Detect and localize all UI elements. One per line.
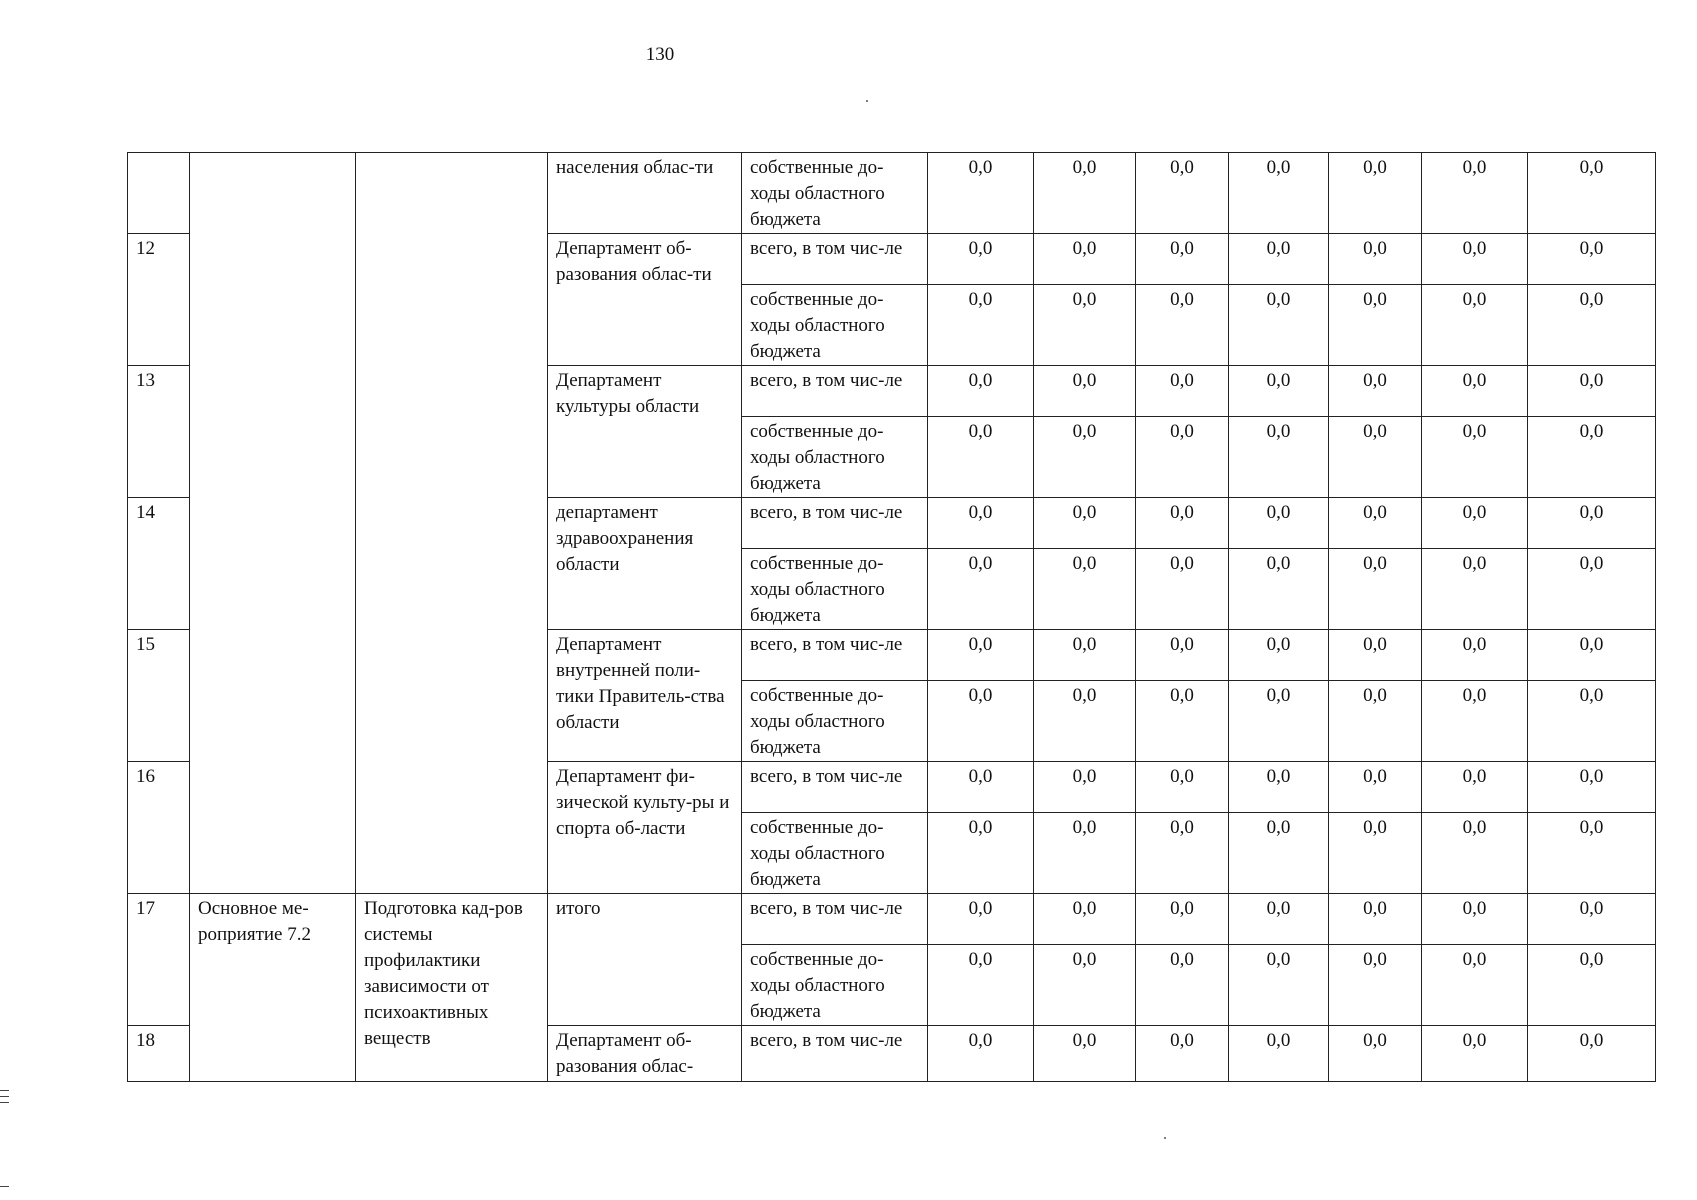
value-cell: 0,0 — [1528, 945, 1656, 1026]
value-cell: 0,0 — [1229, 234, 1329, 285]
value-cell: 0,0 — [1229, 366, 1329, 417]
value-cell: 0,0 — [1034, 234, 1136, 285]
value-cell: 0,0 — [1422, 549, 1528, 630]
value-cell: 0,0 — [1329, 813, 1422, 894]
value-cell: 0,0 — [1136, 153, 1229, 234]
value-cell: 0,0 — [1136, 894, 1229, 945]
value-cell: 0,0 — [928, 366, 1034, 417]
executor-cell: итого — [548, 894, 742, 1026]
value-cell: 0,0 — [1229, 945, 1329, 1026]
value-cell: 0,0 — [928, 630, 1034, 681]
funding-source-cell: всего, в том чис-ле — [742, 498, 928, 549]
value-cell: 0,0 — [1422, 894, 1528, 945]
measure-name-cell: Подготовка кад-ров системы профилактики зависимости от психоактивных веществ — [356, 894, 548, 1082]
margin-mark — [0, 1102, 9, 1103]
value-cell: 0,0 — [1422, 1026, 1528, 1082]
value-cell: 0,0 — [1329, 549, 1422, 630]
value-cell: 0,0 — [1422, 630, 1528, 681]
value-cell: 0,0 — [1528, 1026, 1656, 1082]
row-number-cell: 16 — [128, 762, 190, 894]
value-cell: 0,0 — [928, 945, 1034, 1026]
value-cell: 0,0 — [1329, 894, 1422, 945]
value-cell: 0,0 — [1528, 549, 1656, 630]
value-cell: 0,0 — [1329, 366, 1422, 417]
funding-source-cell: всего, в том чис-ле — [742, 366, 928, 417]
value-cell: 0,0 — [1528, 498, 1656, 549]
value-cell: 0,0 — [1229, 285, 1329, 366]
value-cell: 0,0 — [928, 681, 1034, 762]
executor-cell: Департамент внутренней поли-тики Правитель-ства области — [548, 630, 742, 762]
value-cell: 0,0 — [1329, 630, 1422, 681]
row-number-cell: 13 — [128, 366, 190, 498]
value-cell: 0,0 — [928, 813, 1034, 894]
value-cell: 0,0 — [1422, 285, 1528, 366]
value-cell: 0,0 — [1136, 234, 1229, 285]
row-number-cell: 14 — [128, 498, 190, 630]
value-cell: 0,0 — [928, 1026, 1034, 1082]
funding-source-cell: собственные до-ходы областного бюджета — [742, 681, 928, 762]
value-cell: 0,0 — [1034, 681, 1136, 762]
margin-mark — [0, 1186, 9, 1187]
executor-cell: Департамент об-разования облас- — [548, 1026, 742, 1082]
value-cell: 0,0 — [1136, 813, 1229, 894]
row-number-cell: 15 — [128, 630, 190, 762]
value-cell: 0,0 — [1229, 681, 1329, 762]
value-cell: 0,0 — [1136, 1026, 1229, 1082]
value-cell: 0,0 — [1229, 630, 1329, 681]
value-cell: 0,0 — [1329, 417, 1422, 498]
margin-mark — [0, 1090, 9, 1091]
value-cell: 0,0 — [1229, 762, 1329, 813]
value-cell: 0,0 — [928, 762, 1034, 813]
value-cell: 0,0 — [1034, 498, 1136, 549]
value-cell: 0,0 — [1229, 549, 1329, 630]
value-cell: 0,0 — [1229, 498, 1329, 549]
value-cell: 0,0 — [1034, 366, 1136, 417]
funding-source-cell: всего, в том чис-ле — [742, 1026, 928, 1082]
value-cell: 0,0 — [928, 153, 1034, 234]
value-cell: 0,0 — [1329, 1026, 1422, 1082]
budget-table — [127, 152, 1656, 1082]
value-cell: 0,0 — [1528, 417, 1656, 498]
value-cell: 0,0 — [1136, 498, 1229, 549]
executor-cell: Департамент об-разования облас-ти — [548, 234, 742, 366]
funding-source-cell: собственные до-ходы областного бюджета — [742, 417, 928, 498]
executor-cell: населения облас-ти — [548, 153, 742, 234]
value-cell: 0,0 — [1034, 813, 1136, 894]
value-cell: 0,0 — [1528, 813, 1656, 894]
funding-source-cell: собственные до-ходы областного бюджета — [742, 285, 928, 366]
value-cell: 0,0 — [928, 894, 1034, 945]
value-cell: 0,0 — [1422, 153, 1528, 234]
executor-cell: Департамент фи-зической культу-ры и спорта об-ласти — [548, 762, 742, 894]
value-cell: 0,0 — [1034, 894, 1136, 945]
value-cell: 0,0 — [1136, 681, 1229, 762]
executor-cell: Департамент культуры области — [548, 366, 742, 498]
budget-table-container — [127, 152, 1656, 1082]
value-cell: 0,0 — [1136, 762, 1229, 813]
value-cell: 0,0 — [1136, 285, 1229, 366]
row-number-cell: 18 — [128, 1026, 190, 1082]
scan-dot — [866, 100, 868, 102]
value-cell: 0,0 — [1422, 681, 1528, 762]
value-cell: 0,0 — [1136, 417, 1229, 498]
page-number: 130 — [645, 44, 675, 65]
value-cell: 0,0 — [928, 417, 1034, 498]
margin-mark — [0, 1096, 9, 1097]
value-cell: 0,0 — [1528, 366, 1656, 417]
value-cell: 0,0 — [1528, 285, 1656, 366]
row-number-cell: 17 — [128, 894, 190, 1026]
value-cell: 0,0 — [1229, 894, 1329, 945]
value-cell: 0,0 — [1229, 1026, 1329, 1082]
funding-source-cell: всего, в том чис-ле — [742, 630, 928, 681]
value-cell: 0,0 — [1329, 762, 1422, 813]
value-cell: 0,0 — [1329, 234, 1422, 285]
row-number-cell — [128, 153, 190, 234]
value-cell: 0,0 — [1034, 762, 1136, 813]
value-cell: 0,0 — [1329, 285, 1422, 366]
funding-source-cell: собственные до-ходы областного бюджета — [742, 153, 928, 234]
funding-source-cell: собственные до-ходы областного бюджета — [742, 945, 928, 1026]
value-cell: 0,0 — [1422, 813, 1528, 894]
value-cell: 0,0 — [1034, 153, 1136, 234]
funding-source-cell: всего, в том чис-ле — [742, 894, 928, 945]
value-cell: 0,0 — [1329, 681, 1422, 762]
value-cell: 0,0 — [1422, 945, 1528, 1026]
value-cell: 0,0 — [928, 549, 1034, 630]
funding-source-cell: всего, в том чис-ле — [742, 234, 928, 285]
value-cell: 0,0 — [1034, 630, 1136, 681]
value-cell: 0,0 — [1528, 681, 1656, 762]
executor-cell: департамент здравоохранения области — [548, 498, 742, 630]
value-cell: 0,0 — [1329, 153, 1422, 234]
value-cell: 0,0 — [1422, 762, 1528, 813]
measure-name-cell — [356, 153, 548, 894]
value-cell: 0,0 — [1528, 234, 1656, 285]
value-cell: 0,0 — [1329, 945, 1422, 1026]
value-cell: 0,0 — [1136, 366, 1229, 417]
value-cell: 0,0 — [1422, 366, 1528, 417]
activity-cell — [190, 153, 356, 894]
funding-source-cell: всего, в том чис-ле — [742, 762, 928, 813]
scan-dot — [1164, 1137, 1166, 1139]
table-row — [128, 153, 1656, 234]
value-cell: 0,0 — [1136, 945, 1229, 1026]
activity-cell: Основное ме-роприятие 7.2 — [190, 894, 356, 1082]
value-cell: 0,0 — [928, 285, 1034, 366]
value-cell: 0,0 — [1528, 630, 1656, 681]
value-cell: 0,0 — [1422, 234, 1528, 285]
value-cell: 0,0 — [1136, 549, 1229, 630]
value-cell: 0,0 — [1034, 285, 1136, 366]
value-cell: 0,0 — [1329, 498, 1422, 549]
funding-source-cell: собственные до-ходы областного бюджета — [742, 813, 928, 894]
row-number-cell: 12 — [128, 234, 190, 366]
value-cell: 0,0 — [1229, 417, 1329, 498]
value-cell: 0,0 — [1136, 630, 1229, 681]
value-cell: 0,0 — [1422, 417, 1528, 498]
funding-source-cell: собственные до-ходы областного бюджета — [742, 549, 928, 630]
value-cell: 0,0 — [1422, 498, 1528, 549]
value-cell: 0,0 — [1034, 417, 1136, 498]
value-cell: 0,0 — [1229, 813, 1329, 894]
value-cell: 0,0 — [1034, 945, 1136, 1026]
value-cell: 0,0 — [1528, 762, 1656, 813]
value-cell: 0,0 — [928, 234, 1034, 285]
value-cell: 0,0 — [928, 498, 1034, 549]
value-cell: 0,0 — [1528, 894, 1656, 945]
value-cell: 0,0 — [1034, 549, 1136, 630]
value-cell: 0,0 — [1528, 153, 1656, 234]
value-cell: 0,0 — [1229, 153, 1329, 234]
table-row — [128, 894, 1656, 945]
value-cell: 0,0 — [1034, 1026, 1136, 1082]
